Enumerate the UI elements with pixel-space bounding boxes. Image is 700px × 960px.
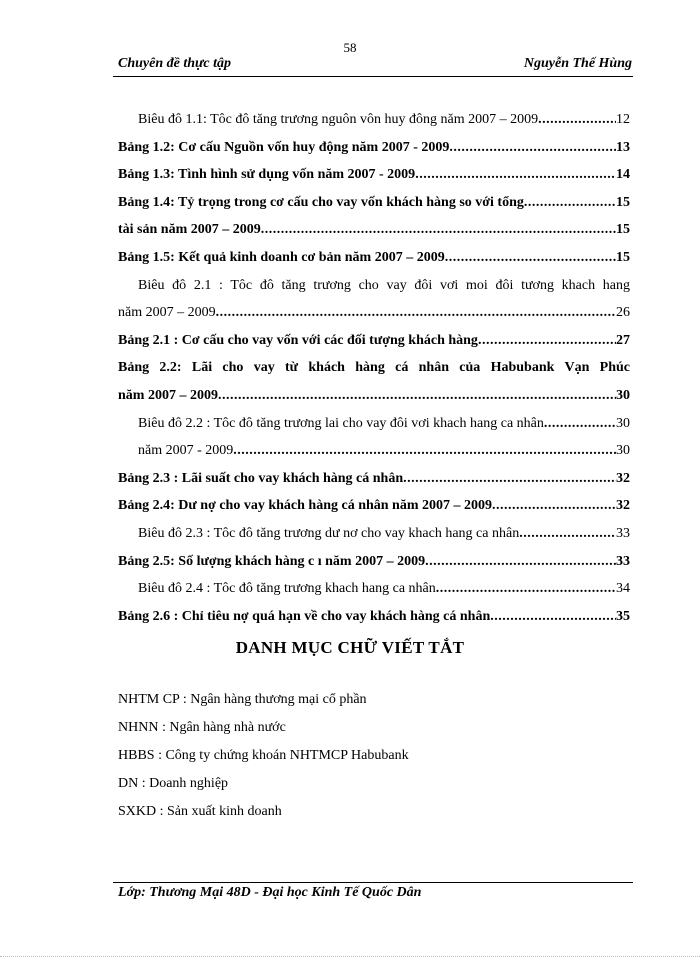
toc-entry-page: 13	[616, 139, 630, 155]
toc-leader-dots	[415, 167, 616, 183]
toc-leader-dots	[519, 526, 616, 542]
abbreviation-item: SXKD : Sản xuất kinh doanh	[118, 804, 282, 819]
toc-leader-dots	[425, 554, 616, 570]
footer-class-info: Lớp: Thương Mại 48D - Đại học Kinh Tế Quốc Dân	[118, 885, 422, 900]
abbreviation-item: NHTM CP : Ngân hàng thương mại cổ phần	[118, 692, 367, 707]
toc-entry[interactable]	[118, 388, 630, 416]
toc-entry-text: Bảng 1.2: Cơ cấu Nguồn vốn huy động năm 2007 - 2009	[118, 139, 450, 155]
toc-entry-page: 15	[616, 249, 630, 265]
toc-entry-page: 32	[616, 470, 630, 486]
toc-entry[interactable]	[118, 250, 630, 278]
toc-entry-page: 35	[616, 608, 630, 624]
toc-entry[interactable]	[118, 305, 630, 333]
toc-entry-page: 15	[616, 222, 630, 238]
toc-entry-page: 33	[616, 553, 630, 569]
toc-entry-page: 34	[616, 581, 630, 597]
toc-leader-dots	[492, 498, 616, 514]
toc-entry-text: Biêu đô 2.1 : Tôc đô tăng trương cho vay đôi vơi moi đôi tương khach hang	[138, 277, 630, 293]
toc-leader-dots	[544, 416, 616, 432]
header-divider	[113, 76, 633, 77]
toc-entry-text: Bảng 2.1 : Cơ cấu cho vay vốn với các đối tượng khách hàng	[118, 332, 478, 348]
toc-entry[interactable]	[118, 140, 630, 168]
toc-entry[interactable]	[118, 526, 630, 554]
toc-entry-page: 12	[616, 112, 630, 127]
toc-entry-page: 33	[616, 525, 630, 541]
toc-entry[interactable]	[118, 416, 630, 444]
abbreviation-list	[118, 690, 618, 830]
toc-entry-page: 27	[616, 332, 630, 348]
toc-leader-dots	[261, 222, 616, 238]
toc-entry[interactable]	[118, 471, 630, 499]
toc-leader-dots	[216, 305, 616, 321]
toc-leader-dots	[490, 609, 616, 625]
toc-entry[interactable]	[118, 167, 630, 195]
toc-leader-dots	[436, 581, 616, 597]
toc-entry[interactable]	[118, 195, 630, 223]
toc-entry[interactable]	[118, 360, 630, 388]
toc-entry-text: năm 2007 – 2009	[118, 387, 218, 403]
toc-leader-dots	[449, 140, 616, 156]
toc-entry-page: 26	[616, 305, 630, 321]
header-document-title: Chuyên đề thực tập	[118, 56, 232, 71]
toc-leader-dots	[445, 250, 616, 266]
toc-entry[interactable]	[118, 498, 630, 526]
toc-entry-text: Biêu đô 2.2 : Tôc đô tăng trương lai cho vay đôi vơi khach hang ca nhân	[138, 415, 544, 431]
toc-entry-text: Bảng 1.5: Kết quả kinh doanh cơ bản năm 2007 – 2009	[118, 249, 445, 265]
toc-entry[interactable]	[118, 333, 630, 361]
toc-entry-text: Bảng 1.3: Tình hình sử dụng vốn năm 2007 - 2009	[118, 167, 416, 183]
toc-entry-text: Biêu đô 1.1: Tôc đô tăng trương nguôn vôn huy đông năm 2007 – 2009	[138, 112, 539, 127]
table-of-figures	[118, 112, 630, 636]
toc-entry[interactable]	[118, 222, 630, 250]
toc-entry-text: năm 2007 – 2009	[118, 305, 216, 321]
footer-divider	[113, 882, 633, 883]
toc-entry-page: 30	[616, 387, 630, 403]
toc-entry-text: Bảng 2.4: Dư nợ cho vay khách hàng cá nhân năm 2007 – 2009	[118, 498, 493, 514]
toc-entry-text: năm 2007 - 2009	[138, 443, 234, 459]
toc-leader-dots	[538, 112, 616, 128]
toc-entry-page: 30	[616, 443, 630, 459]
page-number: 58	[343, 40, 357, 55]
abbreviation-item: NHNN : Ngân hàng nhà nước	[118, 720, 286, 735]
abbreviation-item: DN : Doanh nghiệp	[118, 776, 229, 791]
toc-leader-dots	[478, 333, 616, 349]
toc-entry[interactable]	[118, 278, 630, 306]
toc-entry[interactable]	[118, 554, 630, 582]
toc-leader-dots	[218, 388, 616, 404]
toc-entry-page: 15	[616, 194, 630, 210]
header-author: Nguyễn Thế Hùng	[523, 56, 632, 71]
toc-leader-dots	[403, 471, 616, 487]
toc-leader-dots	[233, 443, 616, 459]
page-edge	[0, 956, 700, 957]
toc-entry-text: Bảng 1.4: Tỷ trọng trong cơ cấu cho vay vốn khách hàng so với tổng	[118, 194, 524, 210]
toc-entry-text: Bảng 2.3 : Lãi suất cho vay khách hàng cá nhân	[118, 470, 404, 486]
toc-entry-text: Biêu đô 2.4 : Tôc đô tăng trương khach hang ca nhân	[138, 581, 436, 597]
toc-leader-dots	[524, 195, 616, 211]
toc-entry-page: 14	[616, 167, 630, 183]
toc-entry-page: 32	[616, 498, 630, 514]
toc-entry[interactable]	[118, 443, 630, 471]
section-title: DANH MỤC CHỮ VIẾT TẮT	[235, 638, 465, 657]
toc-entry-text: Bảng 2.2: Lãi cho vay từ khách hàng cá nhân của Habubank Vạn Phúc	[118, 360, 630, 376]
toc-entry-text: tài sản năm 2007 – 2009	[118, 222, 261, 238]
abbreviation-item: HBBS : Công ty chứng khoán NHTMCP Habubank	[118, 748, 409, 763]
toc-entry-page: 30	[616, 415, 630, 431]
toc-entry[interactable]	[118, 609, 630, 637]
toc-entry[interactable]	[118, 581, 630, 609]
toc-entry-text: Bảng 2.5: Số lượng khách hàng c ı năm 2007 – 2009	[118, 553, 426, 569]
toc-entry[interactable]	[118, 112, 630, 140]
toc-entry-text: Biêu đô 2.3 : Tôc đô tăng trương dư nơ cho vay khach hang ca nhân	[138, 525, 520, 541]
toc-entry-text: Bảng 2.6 : Chỉ tiêu nợ quá hạn về cho vay khách hàng cá nhân	[118, 608, 491, 624]
